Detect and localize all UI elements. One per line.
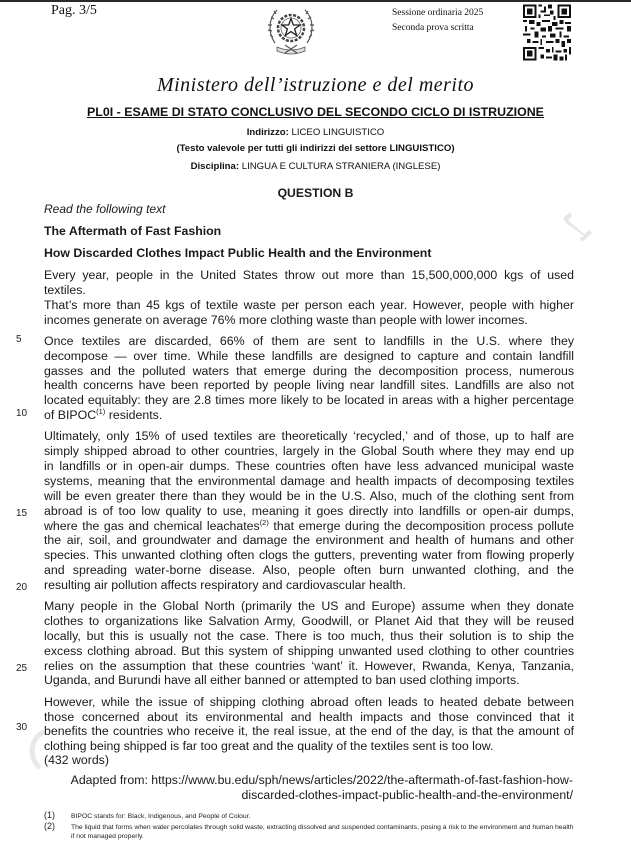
text-line [44,408,574,423]
article-body [44,268,574,761]
text-line: in landfills or in open-air dumps. These countries often have less advanced municipal waste [44,459,574,474]
question-label: QUESTION B [277,186,354,200]
session-info [392,6,483,36]
text-line: Every year, people in the United States throw out more than 15,500,000,000 kgs of used [44,268,574,282]
watermark-mark-icon [560,210,594,244]
text-segment: of BIPOC [44,408,97,423]
text-line: Many people in the Global North (primarily the US and Europe) assume when they donate [44,599,574,614]
page-number: Pag. 3/5 [51,3,97,18]
text-line: incomes generate on average 76% more clothing waste than people with lower incomes. [44,312,528,327]
text-line: That’s more than 45 kgs of textile waste per person each year. However, people with higher [44,297,574,312]
validity-note-suffix: ) [451,143,455,154]
line-number: 10 [16,408,28,419]
italian-republic-emblem-icon [265,3,317,59]
indirizzo-value: LICEO LINGUISTICO [291,127,385,138]
text-line: excess clothing abroad. But this system of shipping unwanted used clothing to other countries [44,643,574,658]
text-line: species. This unwanted clothing often clogs the gutters, preventing water from flowing properly [44,548,574,563]
text-segment: where the gas and chemical leachates [44,518,260,533]
validity-note-prefix: (Testo valevole per tutti gli indirizzi del settore [176,143,390,154]
text-line: Uganda, and Burundi have all either banned or attempted to ban used clothing imports. [44,673,520,688]
validity-note-bold: LINGUISTICO [389,143,452,154]
source-line-2: discarded-clothes-impact-public-health-and-the-environment/ [241,788,573,802]
text-line: those concerned about its environmental and health impacts and those convinced that it [44,709,574,724]
source-line-1: Adapted from: https://www.bu.edu/sph/news/articles/2022/the-aftermath-of-fast-fashion-how- [70,773,573,787]
text-line: resulting air pollution affects respiratory and cardiovascular health. [44,577,407,592]
text-line: However, while the issue of shipping clothing abroad often leads to heated debate between [44,694,574,709]
disciplina-value: LINGUA E CULTURA STRANIERA (INGLESE) [241,161,441,172]
validity-note [0,143,631,154]
footnote-2 [44,822,576,842]
text-segment: that emerge during the decomposition process pollute [268,518,574,533]
line-number: 20 [16,582,28,593]
ministry-heading: Ministero dell’istruzione e del merito [156,74,475,96]
indirizzo-label: Indirizzo: [246,127,289,138]
paragraph-4 [44,429,574,592]
line-number: 25 [16,663,28,674]
footnote-mark: (1) [44,810,55,820]
article-subtitle: How Discarded Clothes Impact Public Health and the Environment [44,246,432,260]
text-line: will be even greater there than they would be in the U.S. Also, much of the clothing sent from [44,488,574,503]
text-line: gasses and the polluted waters that emerge during the decomposition process, numerous [44,363,574,378]
text-line: locally, but this is usually not the case. There is too much, thus their solution is to ship the [44,628,574,643]
text-line: abroad is of too low quality to use, meaning it goes directly into landfills or open-air dumps, [44,503,574,518]
watermark-arc-icon [24,730,48,770]
disciplina-line [0,161,631,172]
paragraph-5 [44,599,574,688]
footnote-text: The liquid that forms when water percolates through solid waste, extracting dissolved and suspended contaminants, posing a risk to the environment and human health if not managed properly. [71,823,574,840]
text-line: decompose — over time. While these landfills are designed to capture and contain landfill [44,348,574,363]
qr-code-icon [523,4,571,61]
paragraph-3 [44,334,574,423]
test-type: Seconda prova scritta [392,23,474,33]
article-title: The Aftermath of Fast Fashion [44,224,222,238]
text-line: systems, meaning that the environmental damage and health impacts of decomposing textiles [44,473,574,488]
text-line: the air, soil, and groundwater and damage the environment and health of humans and other [44,533,574,548]
text-line [44,519,574,534]
text-line: clothes to organizations like Salvation Army, Goodwill, or Planet Aid that they will be reused [44,614,574,629]
text-line: health concerns have been reported by people living near landfill sites. Landfills are also not [44,378,574,393]
word-count: (432 words) [44,753,109,767]
indirizzo-line [0,127,631,138]
paragraph-6 [44,695,574,754]
footnote-mark: (2) [44,820,55,831]
text-line: relies on the assumption that these countries ‘want’ it. However, Rwanda, Kenya, Tanzania, [44,658,574,673]
text-line: located equitably: they are 2.8 times more likely to be located in areas with a higher percentage [44,393,574,408]
footnote-text: BIPOC stands for: Black, Indigenous, and People of Colour. [71,813,251,820]
footnote-ref-1: (1) [96,407,106,417]
line-number: 30 [16,722,28,733]
text-line: simply shipped abroad to other countries, largely in the Global South where they may end up [44,444,574,459]
footnotes [44,811,576,842]
line-number: 15 [16,508,28,519]
text-line: benefits the countries who receive it, the real issue, at the end of the day, is that the amount of [44,724,574,739]
text-line: Once textiles are discarded, 66% of them are sent to landfills in the U.S. where they [44,333,574,348]
disciplina-label: Disciplina: [190,161,240,172]
footnote-1 [44,811,576,822]
exam-title: PL0I - ESAME DI STATO CONCLUSIVO DEL SECONDO CICLO DI ISTRUZIONE [87,105,544,119]
session-type: Sessione ordinaria 2025 [392,8,484,18]
instruction: Read the following text [44,202,166,216]
footnote-ref-2: (2) [259,517,269,527]
text-line: Ultimately, only 15% of used textiles are theoretically ‘recycled,’ and of those, up to half are [44,429,574,444]
text-segment: residents. [105,408,163,423]
text-line: clothing being shipped is far too great and the quality of the textiles sent is too low. [44,739,494,754]
paragraph-1 [44,268,574,298]
text-line: and spreading water-borne disease. Also, people often burn unwanted clothing, and the [44,563,574,578]
top-border [0,0,631,2]
paragraph-2 [44,298,574,328]
text-line: textiles. [44,282,86,297]
source-citation [71,773,573,803]
line-number: 5 [16,334,22,345]
